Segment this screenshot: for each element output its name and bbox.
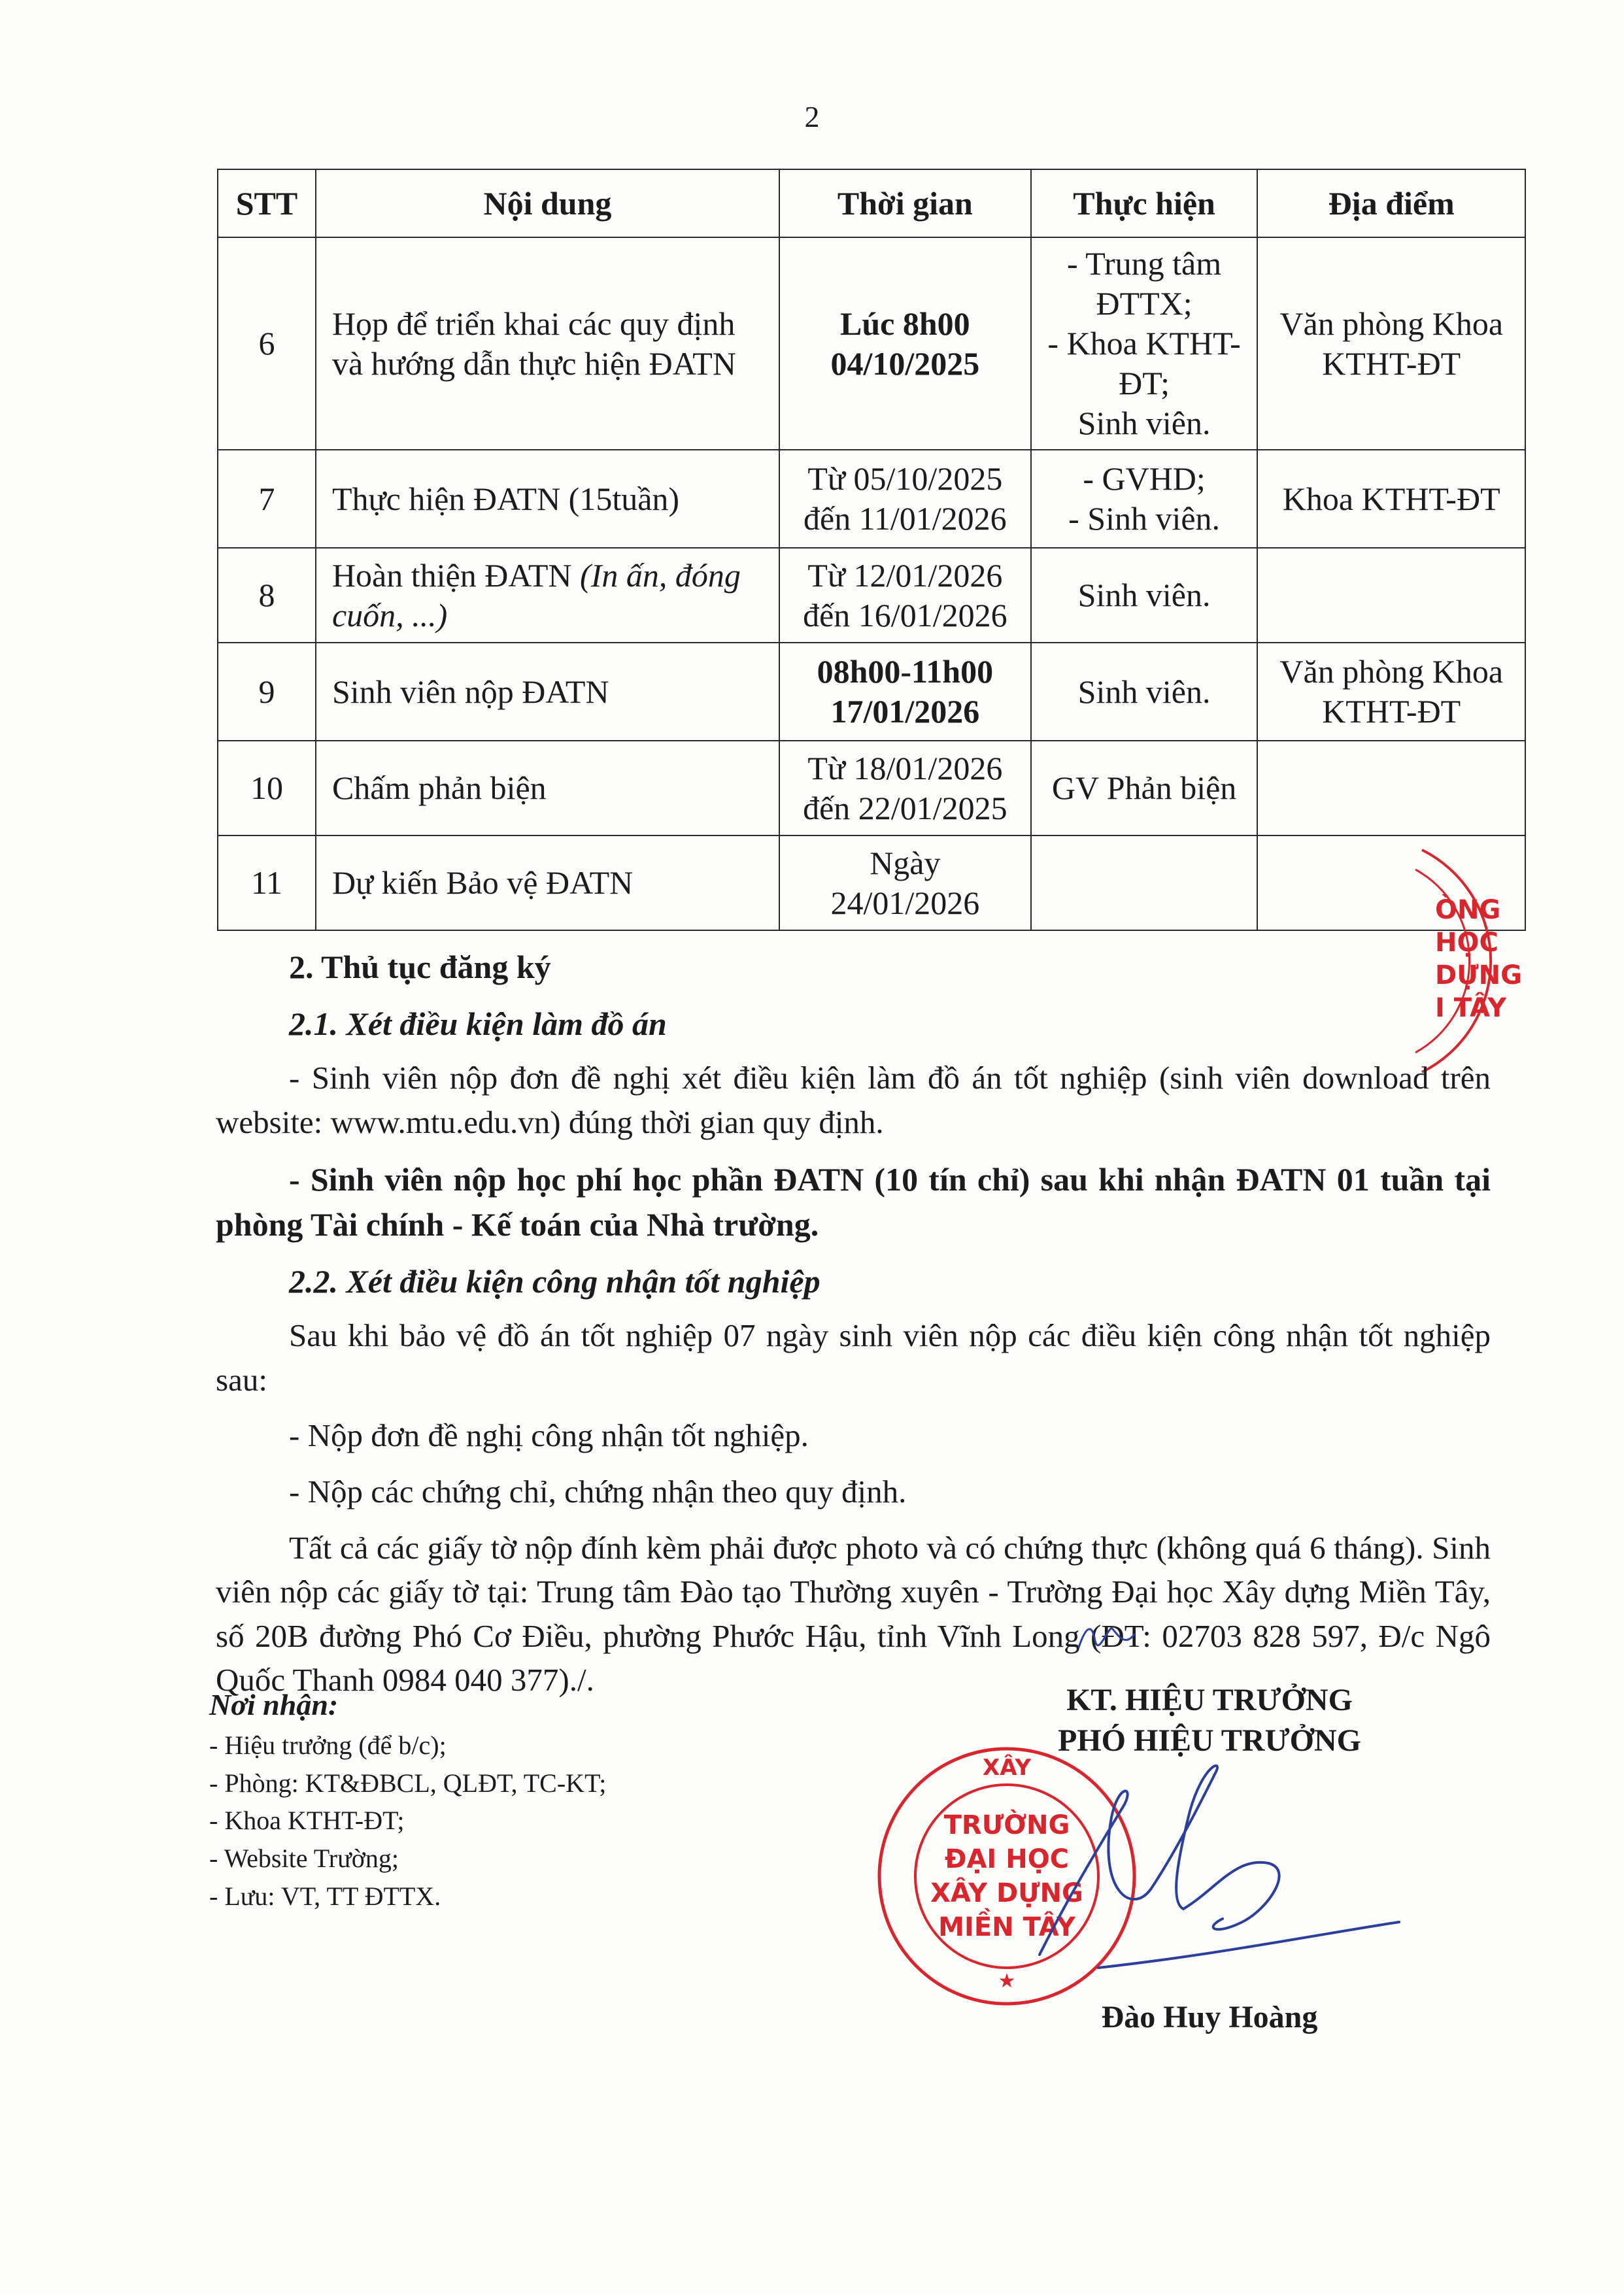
section-heading: 2. Thủ tục đăng ký [289, 949, 551, 985]
recipient-item: - Hiệu trưởng (để b/c); [209, 1730, 447, 1761]
stamp-text: DỰNG [1435, 960, 1522, 990]
table-header-row [218, 169, 1525, 237]
header-time: Thời gian [779, 169, 1031, 237]
initial-stroke [1079, 1628, 1134, 1647]
row-location: Văn phòng Khoa KTHT-ĐT [1257, 237, 1525, 450]
time-line2: đến 16/01/2026 [803, 596, 1007, 633]
stamp-star-icon: ★ [998, 1970, 1016, 1993]
stamp-text-line: MIỀN TÂY [938, 1912, 1075, 1942]
row-stt: 11 [218, 835, 316, 930]
paragraph: - Sinh viên nộp đơn đề nghị xét điều kiện làm đồ án tốt nghiệp (sinh viên download trên website: www.mtu.edu.vn) đúng thời gian quy định. [216, 1060, 1491, 1140]
row-location: Văn phòng Khoa KTHT-ĐT [1257, 643, 1525, 741]
row-executor [1031, 835, 1258, 930]
signature-stroke [1040, 1766, 1399, 1968]
paragraph: - Nộp các chứng chỉ, chứng nhận theo quy định. [289, 1474, 907, 1510]
content-main: Hoàn thiện ĐATN [331, 556, 572, 594]
time-line2: đến 11/01/2026 [804, 500, 1007, 537]
initial-mark [1072, 1615, 1144, 1661]
row-time [779, 835, 1031, 930]
time-line2: 04/10/2025 [830, 345, 980, 382]
row-content: Họp để triển khai các quy định và hướng dẫn thực hiện ĐATN [316, 237, 779, 450]
stamp-text: ÒNG [1435, 895, 1501, 925]
page-number: 2 [804, 100, 820, 133]
row-time [779, 237, 1031, 450]
time-line2: 24/01/2026 [830, 884, 980, 921]
stamp-text: I TÂY [1435, 993, 1507, 1023]
row-location [1257, 741, 1525, 835]
table-row [218, 643, 1525, 741]
row-time [779, 450, 1031, 548]
executor-line: - Trung tâm ĐTTX; [1066, 245, 1222, 322]
row-stt: 8 [218, 548, 316, 643]
row-executor [1031, 450, 1258, 548]
row-stt: 7 [218, 450, 316, 548]
time-line1: Từ 05/10/2025 [807, 460, 1003, 497]
row-content: Dự kiến Bảo vệ ĐATN [316, 835, 779, 930]
row-location: Khoa KTHT-ĐT [1257, 450, 1525, 548]
stamp-text-line: ĐẠI HỌC [944, 1844, 1070, 1874]
time-line1: Từ 18/01/2026 [807, 749, 1003, 786]
row-time [779, 643, 1031, 741]
time-line1: Ngày [870, 844, 941, 881]
table-row [218, 835, 1525, 930]
recipients-title: Nơi nhận: [209, 1688, 339, 1721]
row-executor [1031, 237, 1258, 450]
time-line2: 17/01/2026 [830, 693, 980, 730]
recipient-item: - Phòng: KT&ĐBCL, QLĐT, TC-KT; [209, 1768, 607, 1798]
stamp-text-line: XÂY DỰNG [930, 1878, 1083, 1908]
header-stt: STT [218, 169, 316, 237]
executor-line: - GVHD; [1083, 460, 1206, 497]
signer-title-line1: KT. HIỆU TRƯỞNG [1066, 1683, 1353, 1717]
recipient-item: - Lưu: VT, TT ĐTTX. [209, 1881, 441, 1911]
executor-line: - Sinh viên. [1068, 500, 1221, 537]
row-executor: Sinh viên. [1031, 548, 1258, 643]
recipient-item: - Khoa KTHT-ĐT; [209, 1806, 405, 1836]
row-stt: 9 [218, 643, 316, 741]
paragraph: Tất cả các giấy tờ nộp đính kèm phải được photo và có chứng thực (không quá 6 tháng). Sinh viên nộp các giấy tờ tại: Trung tâm Đào tạo Thường xuyên - Trường Đại học Xây dựng Miền Tây, số 20B đường Phó Cơ Điều, phường Phước Hậu, tỉnh Vĩnh Long (ĐT: 02703 828 597, Đ/c Ngô Quốc Thanh 0984 040 377)./. [216, 1529, 1491, 1698]
time-line1: Từ 12/01/2026 [807, 556, 1003, 594]
recipients-block [209, 1683, 606, 1915]
row-executor: GV Phản biện [1031, 741, 1258, 835]
table-row [218, 548, 1525, 643]
row-content [316, 548, 779, 643]
content-note: (In ấn, đóng cuốn, ...) [331, 556, 741, 633]
subsection-heading: 2.2. Xét điều kiện công nhận tốt nghiệp [289, 1263, 820, 1300]
paragraph-bold: - Sinh viên nộp học phí học phần ĐATN (10 tín chỉ) sau khi nhận ĐATN 01 tuần tại phòng Tài chính - Kế toán của Nhà trường. [216, 1161, 1491, 1243]
stamp-top-text: XÂY [983, 1755, 1031, 1781]
recipient-item: - Website Trường; [209, 1844, 399, 1874]
signer-name: Đào Huy Hoàng [1101, 2000, 1318, 2034]
header-location: Địa điểm [1257, 169, 1525, 237]
time-line1: 08h00-11h00 [817, 653, 994, 690]
table-row [218, 450, 1525, 548]
row-location [1257, 548, 1525, 643]
row-time [779, 548, 1031, 643]
schedule-table [217, 169, 1526, 931]
header-content: Nội dung [316, 169, 779, 237]
table-row [218, 237, 1525, 450]
row-time [779, 741, 1031, 835]
executor-line: Sinh viên. [1077, 405, 1211, 441]
row-content: Thực hiện ĐATN (15tuần) [316, 450, 779, 548]
stamp-text-line: TRƯỜNG [943, 1810, 1070, 1840]
stamp-text: HỌC [1435, 928, 1498, 958]
header-executor: Thực hiện [1031, 169, 1258, 237]
handwritten-signature [1020, 1759, 1425, 1981]
section-2 [216, 945, 1491, 1702]
row-content: Sinh viên nộp ĐATN [316, 643, 779, 741]
paragraph: - Nộp đơn đề nghị công nhận tốt nghiệp. [289, 1417, 809, 1454]
row-executor: Sinh viên. [1031, 643, 1258, 741]
row-stt: 10 [218, 741, 316, 835]
table-row [218, 741, 1525, 835]
row-content: Chấm phản biện [316, 741, 779, 835]
time-line1: Lúc 8h00 [840, 305, 970, 342]
row-stt: 6 [218, 237, 316, 450]
subsection-heading: 2.1. Xét điều kiện làm đồ án [289, 1005, 667, 1042]
time-line2: đến 22/01/2025 [803, 789, 1007, 826]
executor-line: - Khoa KTHT-ĐT; [1047, 325, 1241, 401]
paragraph: Sau khi bảo vệ đồ án tốt nghiệp 07 ngày sinh viên nộp các điều kiện công nhận tốt nghiệp sau: [216, 1317, 1491, 1398]
signer-title-line2: PHÓ HIỆU TRƯỞNG [1057, 1723, 1362, 1759]
